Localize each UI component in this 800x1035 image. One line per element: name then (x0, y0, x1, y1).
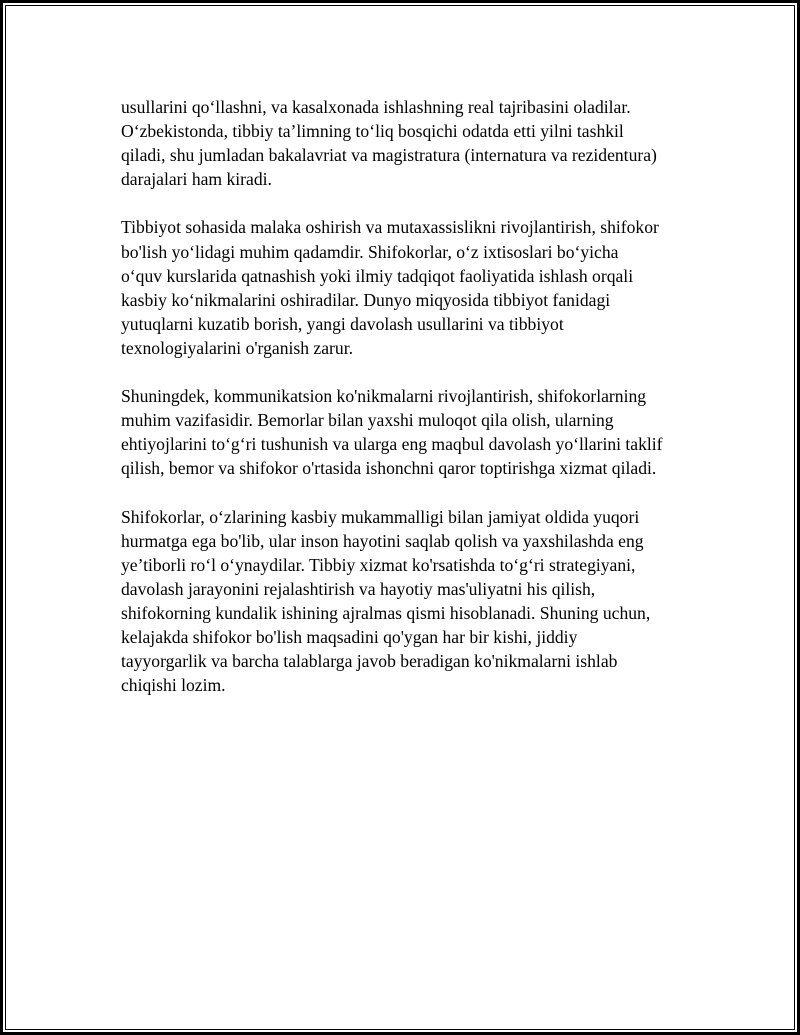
text-line: muhim vazifasidir. Bemorlar bilan yaxshi muloqot qila olish, ularning (121, 410, 614, 431)
document-body (121, 95, 711, 721)
text-line: texnologiyalarini o'rganish zarur. (121, 337, 353, 358)
text-line: ehtiyojlarini to‘g‘ri tushunish va ularga eng maqbul davolash yo‘llarini taklif (121, 434, 663, 455)
text-line: shifokorning kundalik ishining ajralmas qismi hisoblanadi. Shuning uchun, (121, 602, 651, 623)
text-line: ye’tiborli ro‘l o‘ynaydilar. Tibbiy xizmat ko'rsatishda to‘g‘ri strategiyani, (121, 554, 636, 575)
text-line: qiladi, shu jumladan bakalavriat va magistratura (internatura va rezidentura) (121, 145, 657, 166)
text-line: bo'lish yo‘lidagi muhim qadamdir. Shifokorlar, o‘z ixtisoslari bo‘yicha (121, 241, 619, 262)
text-line: tayyorgarlik va barcha talablarga javob beradigan ko'nikmalarni ishlab (121, 651, 618, 672)
text-line: chiqishi lozim. (121, 675, 226, 696)
text-line: Shuningdek, kommunikatsion ko'nikmalarni rivojlantirish, shifokorlarning (121, 386, 647, 407)
text-line: Tibbiyot sohasida malaka oshirish va mutaxassislikni rivojlantirish, shifokor (121, 217, 659, 238)
text-line: kasbiy ko‘nikmalarini oshiradilar. Dunyo miqyosida tibbiyot fanidagi (121, 289, 611, 310)
text-line: Shifokorlar, o‘zlarining kasbiy mukammalligi bilan jamiyat oldida yuqori (121, 506, 640, 527)
paragraph-2 (121, 215, 711, 360)
text-line: usullarini qo‘llashni, va kasalxonada ishlashning real tajribasini oladilar. (121, 97, 631, 117)
text-line: kelajakda shifokor bo'lish maqsadini qo'ygan har bir kishi, jiddiy (121, 627, 578, 648)
text-line: qilish, bemor va shifokor o'rtasida ishonchni qaror toptirishga xizmat qiladi. (121, 458, 657, 479)
paragraph-4 (121, 505, 711, 698)
text-line: yutuqlarni kuzatib borish, yangi davolash usullarini va tibbiyot (121, 313, 564, 334)
text-line: hurmatga ega bo'lib, ular inson hayotini saqlab qolish va yaxshilashda eng (121, 530, 644, 551)
text-line: davolash jarayonini rejalashtirish va hayotiy mas'uliyatni his qilish, (121, 578, 596, 599)
text-line: darajalari ham kiradi. (121, 169, 272, 190)
paragraph-1 (121, 95, 711, 191)
text-line: O‘zbekistonda, tibbiy ta’limning to‘liq bosqichi odatda etti yilni tashkil (121, 121, 624, 142)
paragraph-3 (121, 384, 711, 480)
text-line: o‘quv kurslarida qatnashish yoki ilmiy tadqiqot faoliyatida ishlash orqali (121, 265, 634, 286)
